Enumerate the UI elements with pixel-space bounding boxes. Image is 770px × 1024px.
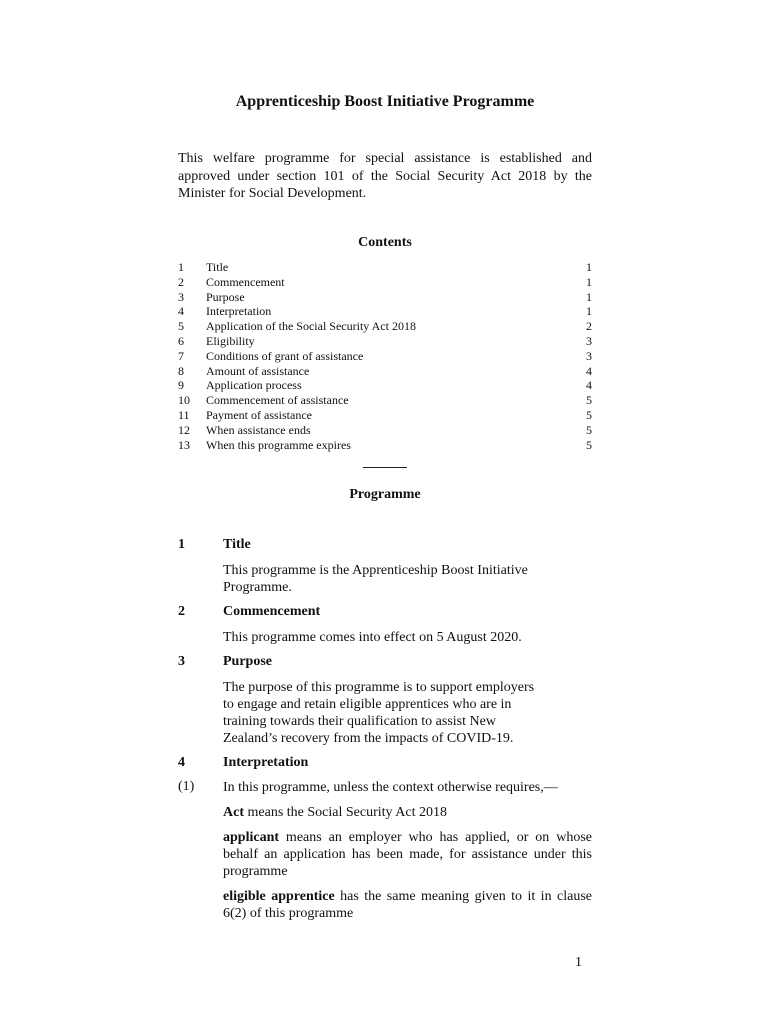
toc-row [178,319,592,334]
definition-text: means an employer who has applied, or on whose behalf an application has been made, for assistance under this programme [223,830,592,879]
subsection-number: (1) [178,779,195,794]
toc-row [178,393,592,408]
toc-row [178,438,592,453]
section-divider [363,467,407,468]
toc-title: Title [206,260,229,274]
toc-row [178,349,592,364]
section-1-heading: Title [223,537,251,552]
page-number: 1 [575,955,582,970]
definition-term: applicant [223,830,280,845]
section-4-number: 4 [178,755,185,770]
toc-page-number: 5 [586,422,592,437]
toc-title: Application of the Social Security Act 2018 [206,319,416,334]
toc-row [178,260,592,275]
subsection-text: In this programme, unless the context otherwise requires,— [223,780,558,795]
toc-page-number: 1 [586,289,592,304]
intro-paragraph: This welfare programme for special assistance is established and approved under section 101 of the Social Security Act 2018 by the Minister for Social Development. [178,151,592,201]
toc-number: 5 [178,319,184,334]
toc-page-number: 2 [586,319,592,334]
toc-row [178,334,592,349]
toc-title: Interpretation [206,304,272,319]
toc-page-number: 4 [586,363,592,378]
table-of-contents [178,260,592,452]
document-title: Apprenticeship Boost Initiative Programme [235,93,535,110]
section-2-heading: Commencement [223,604,321,619]
toc-row [178,304,592,319]
definition-item [223,829,592,880]
toc-row [178,408,592,423]
programme-heading: Programme [349,487,421,502]
definition-text: has the same meaning given to it in clause 6(2) of this programme [223,889,592,921]
toc-page-number: 3 [586,348,592,363]
toc-number: 1 [178,260,184,274]
toc-title: Commencement [206,274,285,289]
toc-page-number: 5 [586,437,592,452]
toc-title: Amount of assistance [206,363,310,378]
toc-row [178,423,592,438]
toc-number: 3 [178,289,184,304]
toc-title: When this programme expires [206,437,351,452]
toc-row [178,378,592,393]
section-2-number: 2 [178,604,185,619]
toc-number: 12 [178,422,190,437]
toc-page-number: 1 [586,304,592,319]
toc-row [178,275,592,290]
toc-title: Payment of assistance [206,407,312,422]
toc-page-number: 1 [586,260,592,274]
toc-number: 2 [178,274,184,289]
toc-number: 6 [178,333,184,348]
toc-row [178,290,592,305]
toc-title: Conditions of grant of assistance [206,348,364,363]
toc-page-number: 3 [586,333,592,348]
section-1-text: This programme is the Apprenticeship Boost Initiative Programme. [223,563,528,595]
section-3-text: The purpose of this programme is to support employers to engage and retain eligible apprentices who are in training towards their qualification to assist New Zealand’s recovery from the impacts of COVID-19. [223,680,535,746]
contents-heading: Contents [358,235,412,250]
toc-number: 9 [178,378,184,393]
toc-page-number: 5 [586,407,592,422]
toc-title: Eligibility [206,333,255,348]
toc-page-number: 1 [586,274,592,289]
definition-text: means the Social Security Act 2018 [244,805,447,820]
definition-term: eligible apprentice [223,889,335,904]
definition-item [223,888,592,922]
section-3-number: 3 [178,654,185,669]
definition-item [223,804,592,821]
toc-number: 10 [178,393,190,408]
section-3-heading: Purpose [223,654,272,669]
toc-row [178,364,592,379]
definition-term: Act [223,805,244,820]
toc-number: 13 [178,437,190,452]
toc-title: Commencement of assistance [206,393,349,408]
section-2-text: This programme comes into effect on 5 August 2020. [223,630,522,645]
toc-number: 8 [178,363,184,378]
toc-page-number: 4 [586,378,592,393]
toc-number: 4 [178,304,184,319]
toc-title: Application process [206,378,302,393]
toc-page-number: 5 [586,393,592,408]
toc-title: When assistance ends [206,422,311,437]
section-4-heading: Interpretation [223,755,309,770]
toc-number: 11 [178,407,190,422]
toc-number: 7 [178,348,184,363]
toc-title: Purpose [206,289,245,304]
section-1-number: 1 [178,537,185,552]
